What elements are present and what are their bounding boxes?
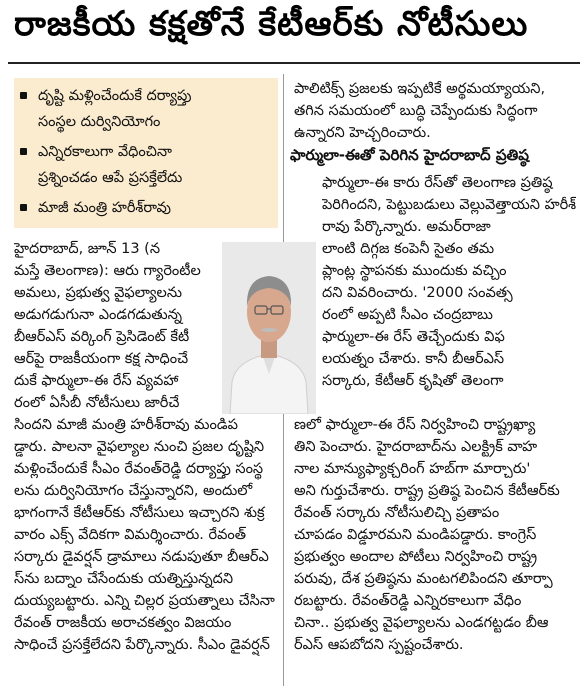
text-line: రంలో ఏసీబీ నోటీసులు జారీచే <box>14 395 180 411</box>
headline-area <box>0 0 588 62</box>
highlight-text-2: సంస్థల దుర్వినియోగం <box>38 114 161 130</box>
highlight-text-3: ఎన్నిరకాలుగా వేధించినా <box>38 144 172 160</box>
text-line: దుయ్యబట్టారు. ఎన్ని చిల్లర ప్రయత్నాలు చేసినా <box>14 593 275 609</box>
portrait-photo <box>222 242 316 414</box>
left-column-bottom <box>14 414 275 656</box>
text-line: ఆర్‌పై రాజకీయంగా కక్ష సాధించే <box>14 351 189 367</box>
text-line: రబట్టారు. రేవంత్‌రెడ్డి ఎన్నిరకాలుగా వేధిం <box>294 593 522 609</box>
portrait-illustration <box>222 242 316 414</box>
text-line: స్‌ను బద్నాం చేసేందుకు యత్నిస్తున్నదని <box>14 571 234 587</box>
text-line: సర్కారు, కేటీఆర్ కృషితో తెలంగా <box>322 373 504 389</box>
section-subheading: ఫార్ములా-ఈతో పెరిగిన హైదరాబాద్ ప్రతిష్ఠ <box>290 146 529 164</box>
text-line: ఫార్ములా-ఈ కారు రేస్‌తో తెలంగాణ ప్రతిష్ఠ <box>322 175 553 191</box>
text-line: డ్డారు. పాలనా వైఫల్యాల నుంచి ప్రజల దృష్టిని <box>14 439 265 455</box>
text-line: చినా.. ప్రభుత్వ వైఫల్యాలను ఎండగట్టడం బీఆ <box>294 615 549 631</box>
text-line: మళ్లించేందుకే సీఎం రేవంత్‌రెడ్డి దర్యాప్తు సంస్థ <box>14 461 264 477</box>
text-line: దని వివరించారు. '2000 సంవత్స <box>322 285 513 301</box>
text-line: సర్కారు డైవర్షన్ డ్రామాలు నడుపుతూ బీఆర్ఎ <box>14 549 269 565</box>
text-line: చూపడం విడ్డూరమని మండిపడ్డారు. కాంగ్రెస్ <box>294 527 537 543</box>
text-line: రేవంత్ రాజకీయ అరాచకత్వం విజయం <box>14 615 232 631</box>
text-line: పెరిగిందని, పెట్టుబడులు వెల్లువెత్తాయని హరీశ్ <box>322 197 577 213</box>
text-line: రేవంత్ సర్కారు నోటీసులిచ్చి ప్రతాపం <box>294 505 500 521</box>
text-line: ఉన్నారని హెచ్చరించారు. <box>294 125 431 141</box>
text-line: తగిన సమయంలో బుద్ధి చెప్పేందుకు సిద్ధంగా <box>294 103 538 119</box>
text-line: సిందని మాజీ మంత్రి హరీశ్‌రావు మండిప <box>14 417 238 433</box>
right-column-top <box>294 78 545 144</box>
headline: రాజకీయ కక్షతోనే కేటీఆర్‌కు నోటీసులు <box>14 4 529 44</box>
text-line: ప్రభుత్వం అందాల పోటీలు నిర్వహించి రాష్ట్ర <box>294 549 538 565</box>
text-line: వారం ఎక్స్ వేదికగా విమర్శించారు. రేవంత్ <box>14 527 247 543</box>
text-line: పాలిటిక్స్ ప్రజలకు ఇప్పటికే అర్థమయ్యాయని, <box>294 81 546 97</box>
text-line: తిని పెంచారు. హైదరాబాద్‌ను ఎలక్ట్రిక్ వాహ <box>294 439 538 455</box>
text-line: ణలో ఫార్ములా-ఈ రేస్ నిర్వహించి రాష్ట్రఖ్యా <box>294 417 536 433</box>
text-line: హైదరాబాద్, జూన్ 13 (న <box>14 241 161 257</box>
text-line: అని గుర్తుచేశారు. రాష్ట్ర ప్రతిష్ఠ పెంచిన కేటీఆర్‌కు <box>294 483 560 499</box>
text-line: సాధించే ప్రసక్తేలేదని పేర్కొన్నారు. సీఎం డైవర్షన్ <box>14 637 270 653</box>
headline-rule <box>8 62 580 64</box>
highlight-text-4: ప్రశ్నించడం ఆపే ప్రసక్తేలేదు <box>38 170 183 186</box>
text-line: ర్ఎస్ ఆపబోదని స్పష్టంచేశారు. <box>294 637 464 653</box>
text-line: అడుగడుగునా ఎండగడుతున్న <box>14 307 183 323</box>
highlight-text-5: మాజీ మంత్రి హరీశ్‌రావు <box>38 200 172 216</box>
highlights-box <box>14 78 278 228</box>
highlight-text-1: దృష్టి మళ్లించేందుకే దర్యాప్తు <box>38 88 192 104</box>
text-line: మస్తే తెలంగాణ): ఆరు గ్యారెంటీల <box>14 263 201 279</box>
text-line: అమలు, ప్రభుత్వ వైఫల్యాలను <box>14 285 183 301</box>
text-line: ఫార్ములా-ఈ రేస్ తెచ్చేందుకు విఫ <box>322 329 505 345</box>
bullet-icon <box>20 92 27 99</box>
text-line: పరువు, దేశ ప్రతిష్ఠను మంటగలిపిందని తూర్పా <box>294 571 553 587</box>
text-line: లయత్నం చేశారు. కానీ బీఆర్ఎస్ <box>322 351 505 367</box>
right-column-narrow <box>322 172 576 392</box>
left-column-top <box>14 238 201 414</box>
text-line: లను దుర్వినియోగం చేస్తున్నారని, అందులో <box>14 483 253 499</box>
bullet-icon <box>20 148 27 155</box>
right-column-bottom <box>294 414 560 656</box>
text-line: లాంటి దిగ్గజ కంపెనీ సైతం తమ <box>322 241 495 257</box>
text-line: బీఆర్ఎస్ వర్కింగ్ ప్రెసిడెంట్ కేటీ <box>14 329 190 345</box>
text-line: నాల మాన్యుఫ్యాక్చరింగ్ హబ్‌గా మార్చారు' <box>294 461 531 477</box>
text-line: రంలో అప్పటి సీఎం చంద్రబాబు <box>322 307 493 323</box>
text-line: ప్లాంట్ల స్థాపనకు ముందుకు వచ్చిం <box>322 263 507 279</box>
bullet-icon <box>20 204 27 211</box>
text-line: దుకే ఫార్ములా-ఈ రేస్ వ్యవహా <box>14 373 179 389</box>
text-line: భాగంగానే కేటీఆర్‌కు నోటీసులు ఇచ్చారని శుక్ర <box>14 505 265 521</box>
text-line: రావు పేర్కొన్నారు. అమర్‌రాజా <box>322 219 491 235</box>
